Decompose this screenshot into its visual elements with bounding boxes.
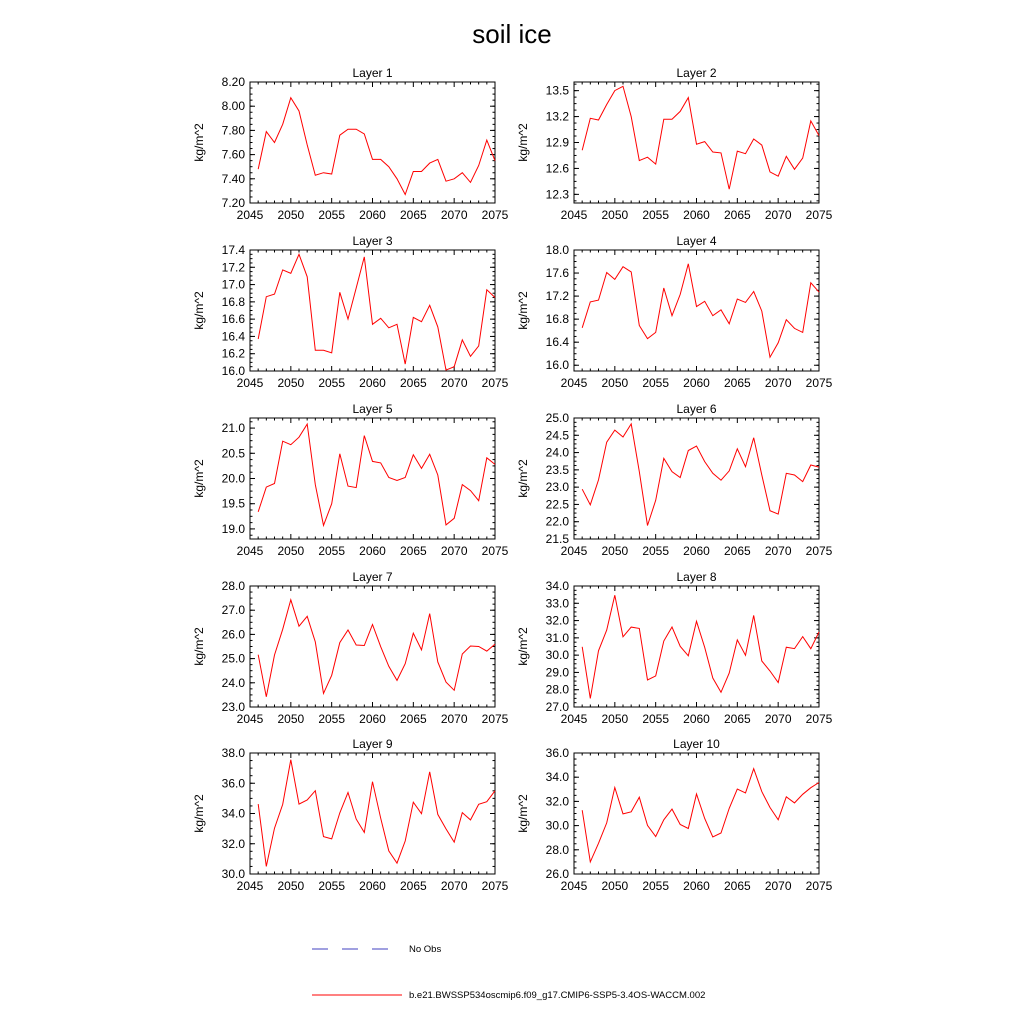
y-tick-label: 34.0 <box>545 579 569 593</box>
y-tick-label: 12.3 <box>545 187 569 202</box>
y-tick-label: 25.0 <box>221 651 245 666</box>
y-tick-label: 20.0 <box>221 471 245 486</box>
x-tick-label: 2070 <box>440 376 468 390</box>
y-tick-label: 34.0 <box>545 770 569 785</box>
series-line-layer-1 <box>258 98 495 195</box>
x-tick-label: 2045 <box>560 879 588 893</box>
y-tick-label: 31.0 <box>545 630 569 645</box>
x-tick-label: 2055 <box>642 544 670 558</box>
plot-frame <box>250 753 495 874</box>
x-tick-label: 2065 <box>723 879 751 893</box>
y-tick-label: 30.0 <box>545 648 569 663</box>
panel-layer-2 <box>516 66 833 222</box>
y-tick-label: 22.0 <box>545 514 569 529</box>
panel-title: Layer 6 <box>676 402 717 416</box>
x-tick-label: 2060 <box>359 879 386 893</box>
panel-layer-7 <box>192 570 509 726</box>
x-tick-label: 2060 <box>683 376 710 390</box>
y-tick-label: 12.9 <box>545 135 569 150</box>
y-tick-label: 24.5 <box>545 428 569 443</box>
x-tick-label: 2060 <box>683 208 710 222</box>
panel-title: Layer 7 <box>352 570 393 584</box>
y-tick-label: 7.60 <box>221 147 245 162</box>
x-tick-label: 2045 <box>560 544 588 558</box>
y-tick-label: 16.4 <box>221 329 245 344</box>
y-axis-label: kg/m^2 <box>192 627 206 666</box>
panel-title: Layer 10 <box>673 737 720 751</box>
panel-title: Layer 5 <box>352 402 393 416</box>
y-tick-label: 25.0 <box>545 411 569 425</box>
x-tick-label: 2075 <box>481 544 509 558</box>
panel-layer-6 <box>516 402 833 558</box>
x-tick-label: 2055 <box>642 879 670 893</box>
x-tick-label: 2045 <box>560 712 588 726</box>
y-tick-label: 28.0 <box>545 842 569 857</box>
y-tick-label: 16.8 <box>545 312 569 327</box>
plot-frame <box>574 586 819 707</box>
y-tick-label: 27.0 <box>221 603 245 618</box>
y-tick-label: 21.5 <box>545 532 569 546</box>
x-tick-label: 2050 <box>601 544 629 558</box>
y-tick-label: 17.0 <box>221 277 245 292</box>
y-tick-label: 21.0 <box>221 421 245 436</box>
y-tick-label: 23.0 <box>545 480 569 495</box>
legend-model-label: b.e21.BWSSP534oscmip6.f09_g17.CMIP6-SSP5-3.4OS-WACCM.002 <box>409 990 706 1001</box>
y-tick-label: 13.5 <box>545 83 569 98</box>
x-tick-label: 2055 <box>318 712 346 726</box>
y-axis-label: kg/m^2 <box>192 291 206 330</box>
x-tick-label: 2045 <box>236 544 264 558</box>
panel-title: Layer 1 <box>352 66 393 80</box>
x-tick-label: 2065 <box>399 208 427 222</box>
y-tick-label: 28.0 <box>545 682 569 697</box>
y-tick-label: 16.6 <box>221 312 245 327</box>
y-tick-label: 30.0 <box>545 818 569 833</box>
series-line-layer-8 <box>582 595 819 698</box>
x-tick-label: 2065 <box>399 376 427 390</box>
y-axis-label: kg/m^2 <box>192 459 206 498</box>
series-line-layer-7 <box>258 600 495 697</box>
x-tick-label: 2050 <box>277 376 305 390</box>
plot-frame <box>250 586 495 707</box>
y-axis-label: kg/m^2 <box>192 123 206 162</box>
y-axis-label: kg/m^2 <box>516 123 530 162</box>
x-tick-label: 2045 <box>560 208 588 222</box>
x-tick-label: 2045 <box>236 208 264 222</box>
x-tick-label: 2075 <box>805 544 833 558</box>
panel-title: Layer 4 <box>676 234 717 248</box>
x-tick-label: 2045 <box>560 376 588 390</box>
y-axis-label: kg/m^2 <box>516 291 530 330</box>
x-tick-label: 2065 <box>723 376 751 390</box>
x-tick-label: 2075 <box>805 879 833 893</box>
x-tick-label: 2055 <box>642 376 670 390</box>
y-tick-label: 19.5 <box>221 496 245 511</box>
x-tick-label: 2065 <box>399 544 427 558</box>
x-tick-label: 2070 <box>764 712 792 726</box>
x-tick-label: 2070 <box>764 208 792 222</box>
x-tick-label: 2060 <box>359 376 386 390</box>
x-tick-label: 2065 <box>399 712 427 726</box>
x-tick-label: 2075 <box>805 376 833 390</box>
y-axis-label: kg/m^2 <box>516 459 530 498</box>
y-tick-label: 32.0 <box>545 613 569 628</box>
x-tick-label: 2075 <box>805 208 833 222</box>
y-tick-label: 16.8 <box>221 294 245 309</box>
x-tick-label: 2070 <box>440 208 468 222</box>
plot-frame <box>574 753 819 874</box>
x-tick-label: 2075 <box>805 712 833 726</box>
y-axis-label: kg/m^2 <box>192 794 206 833</box>
y-tick-label: 18.0 <box>545 243 569 257</box>
legend <box>312 944 705 1001</box>
x-tick-label: 2055 <box>642 712 670 726</box>
x-tick-label: 2050 <box>277 544 305 558</box>
series-line-layer-3 <box>258 254 495 370</box>
plot-frame <box>250 82 495 203</box>
x-tick-label: 2045 <box>236 376 264 390</box>
panel-layer-9 <box>192 737 509 893</box>
x-tick-label: 2070 <box>440 712 468 726</box>
y-tick-label: 38.0 <box>221 746 245 760</box>
x-tick-label: 2050 <box>277 208 305 222</box>
x-tick-label: 2065 <box>399 879 427 893</box>
y-axis-label: kg/m^2 <box>516 627 530 666</box>
x-tick-label: 2045 <box>236 712 264 726</box>
y-tick-label: 8.20 <box>221 75 245 89</box>
x-tick-label: 2070 <box>764 544 792 558</box>
y-tick-label: 23.5 <box>545 462 569 477</box>
x-tick-label: 2055 <box>318 879 346 893</box>
y-tick-label: 32.0 <box>545 794 569 809</box>
y-tick-label: 24.0 <box>545 445 569 460</box>
y-tick-label: 36.0 <box>221 776 245 791</box>
x-tick-label: 2060 <box>359 544 386 558</box>
x-tick-label: 2060 <box>359 208 386 222</box>
x-tick-label: 2050 <box>601 879 629 893</box>
panel-layer-8 <box>516 570 833 726</box>
y-tick-label: 16.4 <box>545 335 569 350</box>
y-tick-label: 26.0 <box>221 627 245 642</box>
x-tick-label: 2050 <box>277 879 305 893</box>
y-tick-label: 36.0 <box>545 746 569 760</box>
y-tick-label: 29.0 <box>545 665 569 680</box>
y-tick-label: 17.6 <box>545 266 569 281</box>
x-tick-label: 2060 <box>683 544 710 558</box>
x-tick-label: 2060 <box>683 879 710 893</box>
y-tick-label: 28.0 <box>221 579 245 593</box>
y-tick-label: 27.0 <box>545 700 569 714</box>
y-tick-label: 13.2 <box>545 109 569 124</box>
x-tick-label: 2050 <box>277 712 305 726</box>
y-tick-label: 7.40 <box>221 171 245 186</box>
plot-frame <box>250 418 495 539</box>
x-tick-label: 2050 <box>601 208 629 222</box>
series-line-layer-4 <box>582 264 819 357</box>
x-tick-label: 2075 <box>481 208 509 222</box>
legend-obs-label: No Obs <box>409 944 442 955</box>
y-tick-label: 17.2 <box>545 289 569 304</box>
y-tick-label: 26.0 <box>545 867 569 881</box>
x-tick-label: 2070 <box>764 879 792 893</box>
y-tick-label: 30.0 <box>221 867 245 881</box>
y-tick-label: 16.0 <box>221 364 245 378</box>
panel-layer-10 <box>516 737 833 893</box>
y-tick-label: 34.0 <box>221 806 245 821</box>
x-tick-label: 2075 <box>481 376 509 390</box>
x-tick-label: 2070 <box>440 879 468 893</box>
x-tick-label: 2065 <box>723 208 751 222</box>
y-tick-label: 19.0 <box>221 521 245 536</box>
y-axis-label: kg/m^2 <box>516 794 530 833</box>
series-line-layer-9 <box>258 760 495 867</box>
x-tick-label: 2055 <box>318 208 346 222</box>
series-line-layer-5 <box>258 424 495 525</box>
y-tick-label: 16.2 <box>221 346 245 361</box>
x-tick-label: 2070 <box>764 376 792 390</box>
series-line-layer-6 <box>582 424 819 526</box>
y-tick-label: 17.4 <box>221 243 245 257</box>
y-tick-label: 33.0 <box>545 596 569 611</box>
x-tick-label: 2070 <box>440 544 468 558</box>
panel-title: Layer 9 <box>352 737 393 751</box>
x-tick-label: 2060 <box>359 712 386 726</box>
panel-layer-1 <box>192 66 509 222</box>
y-tick-label: 17.2 <box>221 260 245 275</box>
panel-title: Layer 3 <box>352 234 393 248</box>
y-tick-label: 16.0 <box>545 358 569 373</box>
y-tick-label: 7.80 <box>221 123 245 138</box>
y-tick-label: 8.00 <box>221 99 245 114</box>
panel-layer-4 <box>516 234 833 390</box>
figure-title: soil ice <box>472 19 552 49</box>
y-tick-label: 22.5 <box>545 497 569 512</box>
x-tick-label: 2055 <box>642 208 670 222</box>
series-line-layer-2 <box>582 86 819 189</box>
x-tick-label: 2065 <box>723 544 751 558</box>
panel-title: Layer 8 <box>676 570 717 584</box>
y-tick-label: 20.5 <box>221 446 245 461</box>
panel-layer-3 <box>192 234 509 390</box>
x-tick-label: 2075 <box>481 879 509 893</box>
series-line-layer-10 <box>582 769 819 862</box>
x-tick-label: 2055 <box>318 544 346 558</box>
y-tick-label: 32.0 <box>221 836 245 851</box>
x-tick-label: 2050 <box>601 712 629 726</box>
x-tick-label: 2055 <box>318 376 346 390</box>
x-tick-label: 2045 <box>236 879 264 893</box>
x-tick-label: 2060 <box>683 712 710 726</box>
plot-frame <box>574 250 819 371</box>
x-tick-label: 2050 <box>601 376 629 390</box>
y-tick-label: 12.6 <box>545 161 569 176</box>
panel-title: Layer 2 <box>676 66 717 80</box>
panel-layer-5 <box>192 402 509 558</box>
x-tick-label: 2075 <box>481 712 509 726</box>
x-tick-label: 2065 <box>723 712 751 726</box>
panel-grid <box>192 66 833 893</box>
y-tick-label: 23.0 <box>221 700 245 714</box>
y-tick-label: 7.20 <box>221 196 245 210</box>
y-tick-label: 24.0 <box>221 675 245 690</box>
